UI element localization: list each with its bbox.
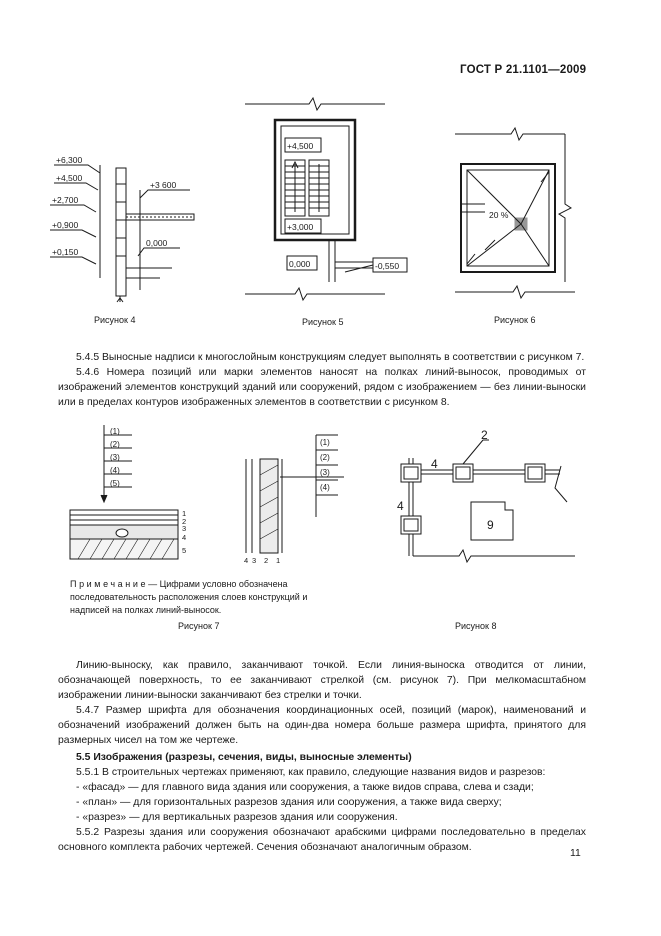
fig8-label-9: 9 — [487, 518, 494, 532]
list-item-plan: - «план» — для горизонтальных разрезов здания или сооружения, а также вида сверху; — [76, 797, 502, 808]
fig7-layer-2: 2 — [182, 517, 187, 526]
fig7-shelf-2: (2) — [110, 440, 120, 449]
fig7-wall-bottom-4: 4 — [244, 556, 249, 565]
fig4-mark-6300: +6,300 — [56, 155, 83, 165]
fig7-shelf-4: (4) — [110, 466, 120, 475]
fig7-layer-1: 1 — [182, 509, 187, 518]
para-5-4-5: 5.4.5 Выносные надписи к многослойным конструкциям следует выполнять в соответствии с рисунком 7. — [76, 352, 585, 363]
para-5-4-6: 5.4.6 Номера позиций или марки элементов наносят на полках линий-выносок, проводимых от изображений элементов конструкций зданий или сооружений, рядом с изображением — без линии-выноски или в пределах контуров изображенных элементов в соответствии с рисунком 8. — [58, 367, 586, 408]
section-5-5-heading: 5.5 Изображения (разрезы, сечения, виды, выносные элементы) — [76, 752, 412, 763]
figure-7-caption: Рисунок 7 — [178, 621, 220, 631]
standard-header: ГОСТ Р 21.1101—2009 — [460, 64, 587, 76]
page-number: 11 — [570, 848, 581, 859]
fig7-shelf-5: (5) — [110, 479, 120, 488]
list-item-section: - «разрез» — для вертикальных разрезов здания или сооружения. — [76, 812, 398, 823]
figure-7-drawing — [68, 425, 348, 565]
fig7-wall-bottom-3: 3 — [252, 556, 257, 565]
figure-5-drawing — [245, 102, 400, 302]
para-5-5-2: 5.5.2 Разрезы здания или сооружения обозначают арабскими цифрами последовательно в пределах основного комплекта рабочих чертежей. Сечения обозначают аналогичным образом. — [58, 827, 586, 853]
fig5-mark-4500: +4,500 — [287, 141, 314, 151]
figure-8-caption: Рисунок 8 — [455, 621, 497, 631]
fig4-mark-3600: +3 600 — [150, 180, 177, 190]
fig4-mark-0000: 0,000 — [146, 238, 168, 248]
para-5-4-7: 5.4.7 Размер шрифта для обозначения координационных осей, позиций (марок), наименований и обозначений изображений должен быть на один-два номера больше размера шрифта, принятого для размерных чисел на том же чертеже. — [58, 705, 586, 746]
figure-7-note — [70, 578, 332, 617]
fig7-wall-bottom-2: 2 — [264, 556, 269, 565]
figure-8-drawing — [385, 428, 585, 568]
figure-6-drawing — [455, 132, 585, 302]
fig5-mark-3000: +3,000 — [287, 222, 314, 232]
figure-4-drawing — [40, 150, 210, 310]
fig4-mark-4500: +4,500 — [56, 173, 83, 183]
note-text: — Цифрами условно обозначена последовательность расположения слоев конструкций и надписей на полках линий-выносок. — [70, 579, 308, 615]
fig7-layer-3: 3 — [182, 524, 187, 533]
fig7-wall-bottom-1: 1 — [276, 556, 281, 565]
text-block-545-546 — [58, 350, 586, 410]
note-label: Примечание — [70, 579, 149, 589]
fig7-wall-label-1: (1) — [320, 438, 330, 447]
fig7-wall-label-4: (4) — [320, 483, 330, 492]
fig8-label-2: 2 — [481, 428, 488, 442]
fig6-slope-label: 20 % — [489, 210, 509, 220]
fig4-mark-2700: +2,700 — [52, 195, 79, 205]
fig7-wall-label-3: (3) — [320, 468, 330, 477]
text-block-lower — [58, 658, 586, 855]
fig7-shelf-1: (1) — [110, 427, 120, 436]
fig7-layer-4: 4 — [182, 533, 187, 542]
fig4-mark-0900: +0,900 — [52, 220, 79, 230]
fig7-shelf-3: (3) — [110, 453, 120, 462]
figure-5-caption: Рисунок 5 — [302, 317, 344, 327]
fig7-wall-label-2: (2) — [320, 453, 330, 462]
fig5-mark-minus0550: -0,550 — [375, 261, 400, 271]
fig8-label-4-top: 4 — [431, 457, 438, 471]
fig4-mark-0150: +0,150 — [52, 247, 79, 257]
fig5-mark-0000: 0,000 — [289, 259, 311, 269]
figure-4-caption: Рисунок 4 — [94, 315, 136, 325]
fig7-layer-5: 5 — [182, 546, 187, 555]
para-leader: Линию-выноску, как правило, заканчивают точкой. Если линия-выноска отводится от линии, обозначающей поверхность, то ее заканчивают стрелкой (см. рисунок 7). При мелкомасштабном изображении линии-выноски заканчивают без стрелки и точки. — [58, 660, 586, 701]
figure-6-caption: Рисунок 6 — [494, 315, 536, 325]
para-5-5-1: 5.5.1 В строительных чертежах применяют, как правило, следующие названия видов и разрезов: — [76, 767, 546, 778]
fig8-label-4-left: 4 — [397, 499, 404, 513]
list-item-facade: - «фасад» — для главного вида здания или сооружения, а также видов справа, слева и сзади; — [76, 782, 534, 793]
